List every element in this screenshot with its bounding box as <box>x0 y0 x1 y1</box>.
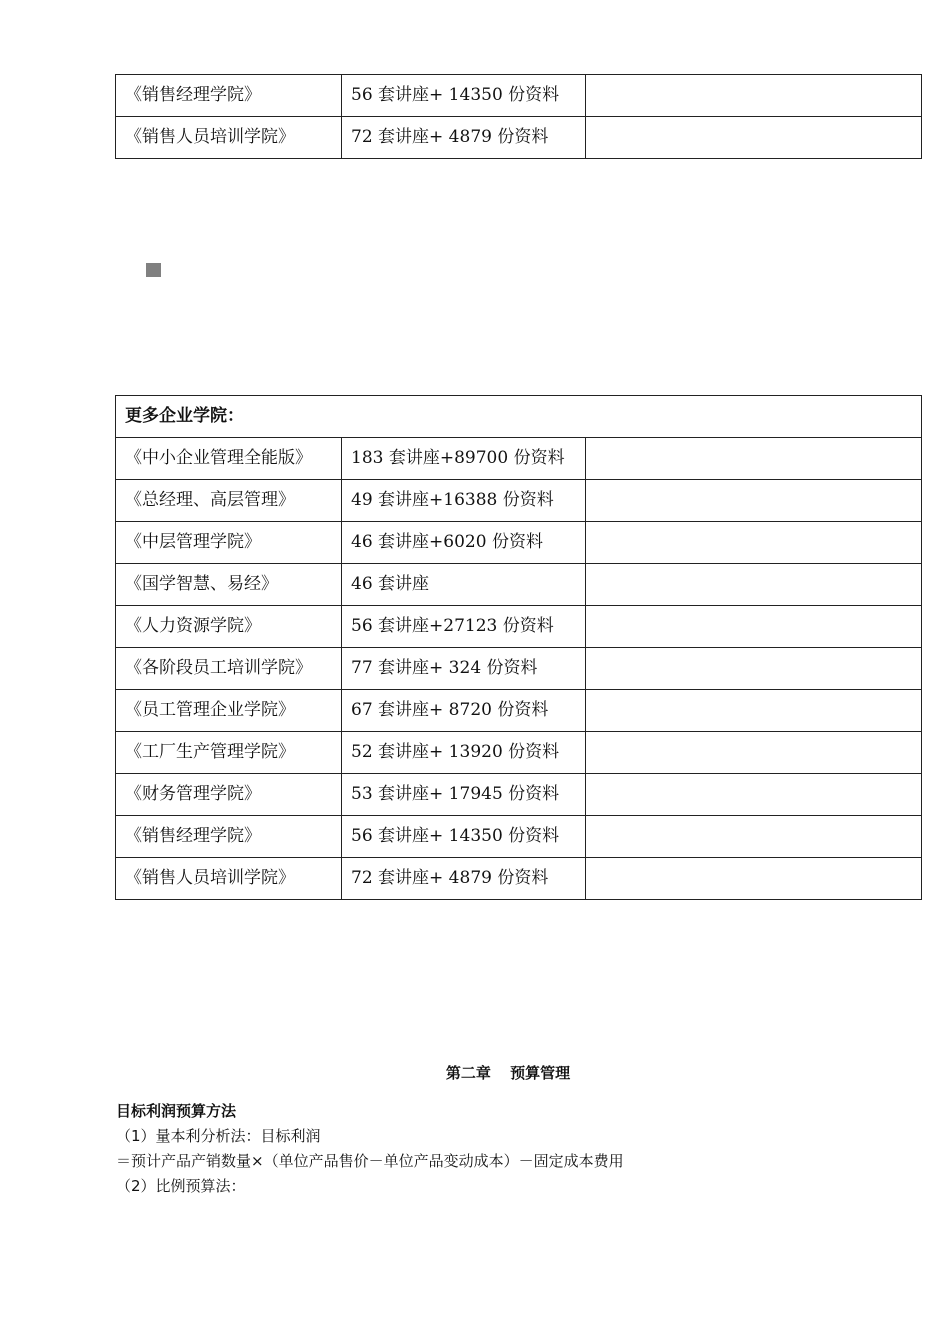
table-row <box>116 690 922 732</box>
empty-cell <box>586 816 922 858</box>
course-name-cell: 《人力资源学院》 <box>116 606 342 648</box>
course-name-cell: 《员工管理企业学院》 <box>116 690 342 732</box>
table-row <box>116 858 922 900</box>
course-content-cell: 72 套讲座+ 4879 份资料 <box>342 858 586 900</box>
course-name-cell: 《工厂生产管理学院》 <box>116 732 342 774</box>
paragraph-line: （2）比例预算法： <box>116 1177 246 1195</box>
table-row <box>116 606 922 648</box>
course-content-cell: 56 套讲座+ 14350 份资料 <box>342 75 586 117</box>
empty-cell <box>586 480 922 522</box>
course-content-cell: 46 套讲座+6020 份资料 <box>342 522 586 564</box>
course-name-cell: 《销售经理学院》 <box>116 75 342 117</box>
empty-cell <box>586 606 922 648</box>
empty-cell <box>586 648 922 690</box>
table-row <box>116 774 922 816</box>
empty-cell <box>586 438 922 480</box>
table-row <box>116 732 922 774</box>
table-row <box>116 522 922 564</box>
empty-cell <box>586 75 922 117</box>
table-header: 更多企业学院： <box>116 396 922 438</box>
table-row <box>116 648 922 690</box>
paragraph-line: ＝预计产品产销数量×（单位产品售价－单位产品变动成本）－固定成本费用 <box>116 1152 624 1170</box>
empty-cell <box>586 117 922 159</box>
table-row <box>116 480 922 522</box>
course-name-cell: 《中小企业管理全能版》 <box>116 438 342 480</box>
course-content-cell: 183 套讲座+89700 份资料 <box>342 438 586 480</box>
table-header-row <box>116 396 922 438</box>
table-row <box>116 117 922 159</box>
course-name-cell: 《中层管理学院》 <box>116 522 342 564</box>
course-content-cell: 53 套讲座+ 17945 份资料 <box>342 774 586 816</box>
course-content-cell: 49 套讲座+16388 份资料 <box>342 480 586 522</box>
course-content-cell: 56 套讲座+27123 份资料 <box>342 606 586 648</box>
course-name-cell: 《财务管理学院》 <box>116 774 342 816</box>
course-content-cell: 77 套讲座+ 324 份资料 <box>342 648 586 690</box>
empty-cell <box>586 732 922 774</box>
empty-cell <box>586 774 922 816</box>
square-bullet-icon <box>146 263 161 277</box>
course-name-cell: 《总经理、高层管理》 <box>116 480 342 522</box>
empty-cell <box>586 858 922 900</box>
chapter-title: 第二章 预算管理 <box>445 1064 571 1082</box>
table-row <box>116 438 922 480</box>
empty-cell <box>586 522 922 564</box>
table-row <box>116 816 922 858</box>
course-name-cell: 《销售人员培训学院》 <box>116 858 342 900</box>
course-name-cell: 《国学智慧、易经》 <box>116 564 342 606</box>
course-name-cell: 《销售人员培训学院》 <box>116 117 342 159</box>
empty-cell <box>586 564 922 606</box>
course-name-cell: 《销售经理学院》 <box>116 816 342 858</box>
paragraph-line: （1）量本利分析法：目标利润 <box>116 1127 321 1145</box>
top-course-table <box>115 74 922 159</box>
table-row <box>116 564 922 606</box>
table-row <box>116 75 922 117</box>
course-name-cell: 《各阶段员工培训学院》 <box>116 648 342 690</box>
course-content-cell: 67 套讲座+ 8720 份资料 <box>342 690 586 732</box>
empty-cell <box>586 690 922 732</box>
course-content-cell: 56 套讲座+ 14350 份资料 <box>342 816 586 858</box>
course-content-cell: 72 套讲座+ 4879 份资料 <box>342 117 586 159</box>
more-academies-table <box>115 395 922 900</box>
course-content-cell: 46 套讲座 <box>342 564 586 606</box>
section-heading: 目标利润预算方法 <box>116 1102 237 1120</box>
course-content-cell: 52 套讲座+ 13920 份资料 <box>342 732 586 774</box>
